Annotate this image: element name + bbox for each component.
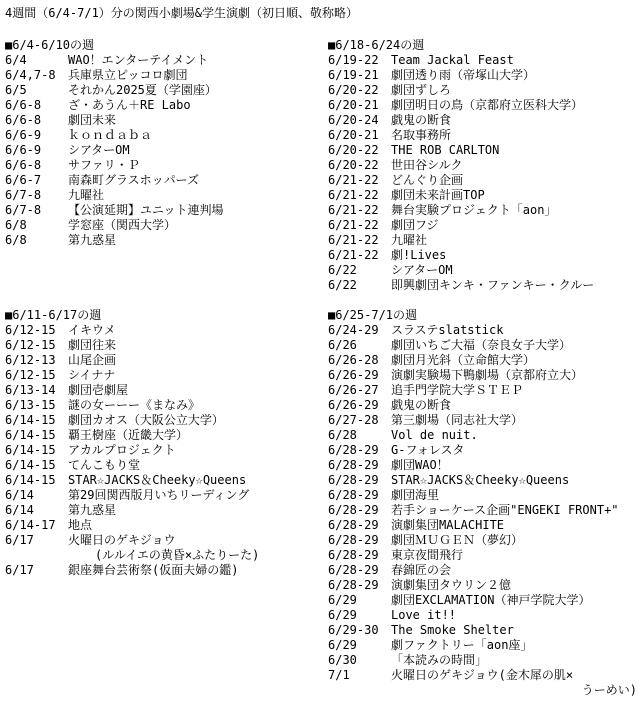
entry-company-name: 第九惑星 (68, 503, 117, 517)
schedule-entry (328, 188, 643, 203)
entry-date: 6/19-21 (328, 68, 379, 82)
schedule-entry (328, 278, 643, 293)
entry-date: 6/20-22 (328, 143, 379, 157)
entry-date: 6/14-15 (5, 458, 56, 472)
entry-date: 6/14-15 (5, 428, 56, 442)
schedule-entry (328, 368, 643, 383)
entry-company-name: 舞台実験プロジェクト「aon」 (391, 203, 557, 217)
entry-date: 6/21-22 (328, 248, 379, 262)
entry-date: 6/29 (328, 638, 357, 652)
entry-company-name: アカルプロジェクト (68, 443, 176, 457)
entry-company-name: 火曜日のゲキジョウ(金木犀の肌× (391, 668, 574, 682)
entry-date: 6/6-8 (5, 113, 42, 127)
schedule-entry (328, 68, 643, 83)
entry-company-name: 劇団未来計画TOP (391, 188, 485, 202)
schedule-entry (5, 443, 323, 458)
schedule-entry (5, 413, 323, 428)
schedule-entry (328, 548, 643, 563)
entry-date: 6/20-22 (328, 83, 379, 97)
schedule-entry (328, 218, 643, 233)
entry-date: 6/22 (328, 263, 357, 277)
entry-company-name: 劇ファクトリー「aon座」 (391, 638, 533, 652)
entry-company-name: てんこもり堂 (68, 458, 141, 472)
schedule-entry (328, 113, 643, 128)
entry-date: 6/13-14 (5, 383, 56, 397)
schedule-entry (328, 623, 643, 638)
schedule-entry (5, 113, 323, 128)
entry-company-name: THE ROB CARLTON (391, 143, 500, 157)
schedule-entry (328, 473, 643, 488)
entry-company-name: 劇団海里 (391, 488, 440, 502)
schedule-entry (328, 683, 643, 698)
entry-date: 6/24-29 (328, 323, 379, 337)
schedule-entry (328, 233, 643, 248)
entry-date: 6/26-28 (328, 353, 379, 367)
entry-company-name: G-フォレスタ (391, 443, 465, 457)
entry-company-name: 地点 (68, 518, 93, 532)
schedule-entry (328, 428, 643, 443)
entry-company-name: 銀座舞台芸術祭(仮面夫婦の鑑) (68, 563, 239, 577)
schedule-entry (5, 68, 323, 83)
schedule-entry (328, 83, 643, 98)
entry-company-name: スラステslatstick (391, 323, 504, 337)
entry-company-name: 春錦匠の会 (391, 563, 452, 577)
entry-company-name: 世田谷シルク (391, 158, 463, 172)
schedule-entry (328, 248, 643, 263)
entry-company-name: ざ・あうん＋RE Labo (68, 98, 191, 112)
entry-company-name: 劇!Lives (391, 248, 447, 262)
schedule-entry (5, 203, 323, 218)
entry-date: 6/28 (328, 428, 357, 442)
entry-date: 6/28-29 (328, 458, 379, 472)
entry-company-name: 劇団明日の鳥（京都府立医科大学） (391, 98, 584, 112)
schedule-entry (328, 533, 643, 548)
entry-date: 6/14-17 (5, 518, 56, 532)
entry-date: 6/21-22 (328, 188, 379, 202)
schedule-entry (328, 128, 643, 143)
entry-company-name: Team Jackal Feast (391, 53, 514, 67)
schedule-entry (5, 563, 323, 578)
entry-date: 6/17 (5, 533, 34, 547)
entry-company-name: 学窓座（関西大学） (68, 218, 177, 232)
entry-date: 6/21-22 (328, 203, 379, 217)
entry-company-name: (ルルイエの黄昏×ふたりーた) (95, 548, 260, 562)
schedule-entry (328, 638, 643, 653)
schedule-entry (328, 458, 643, 473)
entry-company-name: 演劇集団タウリン２億 (391, 578, 512, 592)
entry-company-name: 劇団カオス（大阪公立大学） (68, 413, 224, 427)
entry-date: 6/26 (328, 338, 357, 352)
entry-company-name: 劇団ＭＵＧＥＮ（夢幻） (391, 533, 524, 547)
entry-date: 6/12-15 (5, 323, 56, 337)
schedule-entry (5, 548, 323, 563)
entry-company-name: 劇団EXCLAMATION（神戸学院大学） (391, 593, 591, 607)
entry-date: 6/19-22 (328, 53, 379, 67)
schedule-entry (328, 203, 643, 218)
entry-date: 6/28-29 (328, 518, 379, 532)
schedule-entry (328, 608, 643, 623)
entry-company-name: サファリ・Ｐ (68, 158, 140, 172)
schedule-entry (328, 653, 643, 668)
entry-company-name: Love it!! (391, 608, 457, 622)
entry-company-name: The Smoke Shelter (391, 623, 514, 637)
entry-date: 6/6-8 (5, 98, 42, 112)
schedule-entry (5, 323, 323, 338)
schedule-entry (328, 443, 643, 458)
schedule-entry (5, 488, 323, 503)
entry-date: 6/21-22 (328, 233, 379, 247)
schedule-entry (5, 368, 323, 383)
entry-company-name: 劇団月光斜（立命館大学） (391, 353, 536, 367)
entry-date: 6/28-29 (328, 443, 379, 457)
schedule-entry (328, 398, 643, 413)
schedule-entry (328, 383, 643, 398)
entry-company-name: ｋｏｎｄａｂａ (68, 128, 153, 142)
entry-company-name: 南森町グラスホッパーズ (68, 173, 200, 187)
entry-company-name: 【公演延期】ユニット連判場 (68, 203, 224, 217)
schedule-entry (5, 503, 323, 518)
schedule-entry (5, 518, 323, 533)
schedule-entry (328, 668, 643, 683)
week-heading: ■6/18-6/24の週 (328, 38, 425, 52)
entry-company-name: 第九惑星 (68, 233, 117, 247)
entry-company-name: 劇団透り雨（帝塚山大学） (391, 68, 536, 82)
entry-date: 6/28-29 (328, 503, 379, 517)
entry-company-name: STAR☆JACKS＆Cheeky☆Queens (391, 473, 570, 487)
schedule-entry (5, 128, 323, 143)
entry-company-name: 劇団壱劇屋 (68, 383, 129, 397)
schedule-entry (328, 338, 643, 353)
schedule-entry (5, 158, 323, 173)
entry-company-name: 火曜日のゲキジョウ (68, 533, 176, 547)
entry-date: 6/28-29 (328, 533, 379, 547)
schedule-entry (5, 338, 323, 353)
entry-company-name: うーめい) (581, 683, 637, 697)
entry-company-name: 戯鬼の断食 (391, 398, 452, 412)
entry-date: 6/26-29 (328, 368, 379, 382)
schedule-entry (328, 578, 643, 593)
schedule-entry (328, 593, 643, 608)
entry-date: 6/29 (328, 608, 357, 622)
entry-date: 6/8 (5, 233, 27, 247)
entry-company-name: シアターOM (68, 143, 130, 157)
entry-company-name: 第三劇場（同志社大学） (391, 413, 524, 427)
entry-date: 6/8 (5, 218, 27, 232)
entry-date: 6/14 (5, 503, 34, 517)
entry-date: 6/22 (328, 278, 357, 292)
entry-company-name: どんぐり企画 (391, 173, 464, 187)
entry-company-name: シイナナ (68, 368, 116, 382)
week-section-june-11-17 (5, 308, 323, 578)
week-heading: ■6/11-6/17の週 (5, 308, 102, 322)
schedule-entry (328, 323, 643, 338)
entry-date: 6/28-29 (328, 473, 379, 487)
schedule-entry (328, 263, 643, 278)
entry-date: 6/21-22 (328, 218, 379, 232)
entry-company-name: 名取事務所 (391, 128, 452, 142)
entry-date: 6/7-8 (5, 188, 42, 202)
schedule-entry (328, 353, 643, 368)
schedule-entry (328, 98, 643, 113)
entry-date: 6/28-29 (328, 548, 379, 562)
entry-company-name: 追手門学院大学ＳＴＥＰ (391, 383, 524, 397)
entry-company-name: 第29回関西版月いちリーディング (68, 488, 250, 502)
entry-date: 6/12-13 (5, 353, 56, 367)
entry-date: 6/4 (5, 53, 27, 67)
entry-date: 6/14-15 (5, 473, 56, 487)
entry-company-name: 若手ショーケース企画"ENGEKI FRONT+" (391, 503, 619, 517)
schedule-entry (5, 473, 323, 488)
entry-company-name: 劇団往来 (68, 338, 117, 352)
schedule-entry (328, 173, 643, 188)
entry-company-name: 九曜社 (391, 233, 428, 247)
entry-date: 6/17 (5, 563, 34, 577)
schedule-entry (5, 398, 323, 413)
entry-date: 6/6-9 (5, 143, 42, 157)
entry-company-name: 覇王樹座（近畿大学） (68, 428, 189, 442)
schedule-entry (5, 173, 323, 188)
entry-date: 6/14 (5, 488, 34, 502)
entry-date: 6/13-15 (5, 398, 56, 412)
entry-date: 6/20-24 (328, 113, 379, 127)
entry-date: 6/20-21 (328, 98, 379, 112)
entry-company-name: 兵庫県立ピッコロ劇団 (68, 68, 188, 82)
schedule-entry (5, 353, 323, 368)
entry-date: 7/1 (328, 668, 350, 682)
entry-company-name: 演劇実験場下鴨劇場（京都府立大） (391, 368, 584, 382)
entry-date: 6/28-29 (328, 578, 379, 592)
entry-company-name: 「本読みの時間」 (391, 653, 488, 667)
entry-company-name: 劇団フジ (391, 218, 439, 232)
entry-date: 6/6-9 (5, 128, 42, 142)
schedule-entry (328, 488, 643, 503)
entry-company-name: 山尾企画 (68, 353, 117, 367)
entry-date: 6/4,7-8 (5, 68, 56, 82)
entry-company-name: 劇団WAO！ (391, 458, 449, 472)
schedule-entry (5, 98, 323, 113)
entry-company-name: WAO！エンターテイメント (68, 53, 209, 67)
entry-date: 6/14-15 (5, 413, 56, 427)
schedule-entry (5, 458, 323, 473)
entry-date: 6/20-22 (328, 158, 379, 172)
schedule-entry (5, 83, 323, 98)
schedule-entry (5, 53, 323, 68)
schedule-entry (328, 503, 643, 518)
entry-date: 6/14-15 (5, 443, 56, 457)
entry-company-name: 戯鬼の断食 (391, 113, 452, 127)
schedule-entry (5, 218, 323, 233)
schedule-entry (328, 563, 643, 578)
entry-date: 6/28-29 (328, 488, 379, 502)
entry-date: 6/29-30 (328, 623, 379, 637)
entry-company-name: STAR☆JACKS＆Cheeky☆Queens (68, 473, 247, 487)
entry-date: 6/6-8 (5, 158, 42, 172)
week-section-june-18-24 (328, 38, 643, 293)
entry-date: 6/20-21 (328, 128, 379, 142)
entry-company-name: 東京夜間飛行 (391, 548, 464, 562)
entry-company-name: 劇団ずしろ (391, 83, 452, 97)
schedule-entry (5, 233, 323, 248)
schedule-entry (328, 53, 643, 68)
entry-date: 6/7-8 (5, 203, 42, 217)
entry-company-name: 劇団いちご大福（奈良女子大学） (391, 338, 572, 352)
week-section-june-25-july-1 (328, 308, 643, 698)
schedule-entry (5, 383, 323, 398)
entry-date: 6/30 (328, 653, 357, 667)
entry-company-name: Vol de nuit. (391, 428, 478, 442)
entry-date: 6/28-29 (328, 563, 379, 577)
entry-date: 6/12-15 (5, 338, 56, 352)
entry-date: 6/6-7 (5, 173, 42, 187)
entry-company-name: シアターOM (391, 263, 453, 277)
entry-company-name: 演劇集団MALACHITE (391, 518, 505, 532)
entry-date: 6/12-15 (5, 368, 56, 382)
schedule-entry (5, 188, 323, 203)
schedule-entry (328, 158, 643, 173)
entry-date: 6/21-22 (328, 173, 379, 187)
entry-date: 6/27-28 (328, 413, 379, 427)
entry-company-name: 謎の女ーーー《まなみ》 (68, 398, 201, 412)
entry-company-name: 劇団未来 (68, 113, 117, 127)
entry-company-name: 九曜社 (68, 188, 105, 202)
week-section-june-4-10 (5, 38, 323, 248)
schedule-entry (5, 143, 323, 158)
schedule-entry (5, 428, 323, 443)
entry-company-name: 即興劇団キンキ・ファンキー・クルー (391, 278, 595, 292)
entry-company-name: イキウメ (68, 323, 116, 337)
schedule-entry (328, 143, 643, 158)
entry-date: 6/26-29 (328, 398, 379, 412)
entry-date: 6/26-27 (328, 383, 379, 397)
schedule-entry (328, 413, 643, 428)
page-title: 4週間（6/4-7/1）分の関西小劇場&学生演劇（初日順、敬称略） (5, 6, 359, 20)
schedule-entry (5, 533, 323, 548)
entry-date: 6/5 (5, 83, 27, 97)
entry-company-name: それかん2025夏（学園座） (68, 83, 217, 97)
week-heading: ■6/4-6/10の週 (5, 38, 95, 52)
entry-date: 6/29 (328, 593, 357, 607)
week-heading: ■6/25-7/1の週 (328, 308, 418, 322)
schedule-entry (328, 518, 643, 533)
